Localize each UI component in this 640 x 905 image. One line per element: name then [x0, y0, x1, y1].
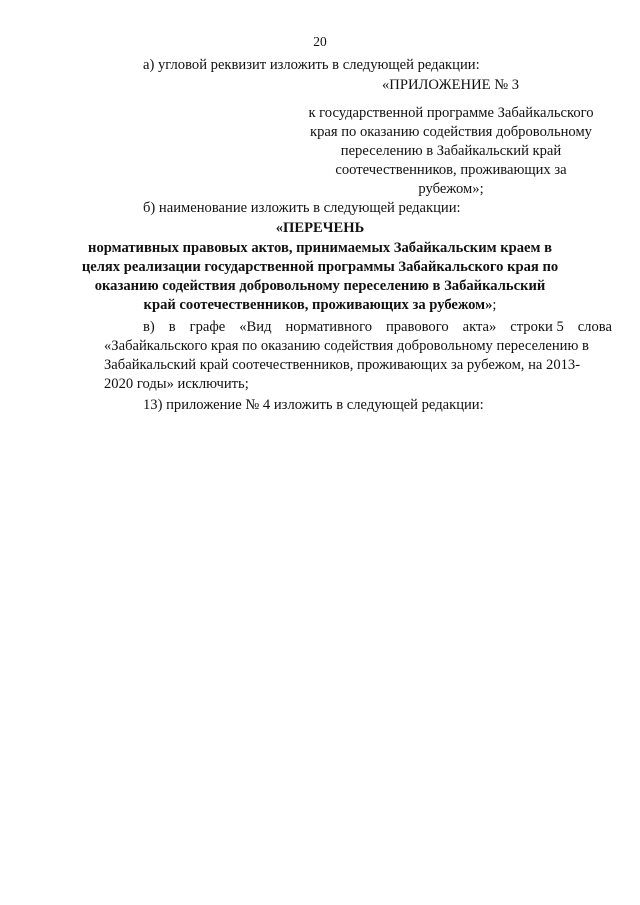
title-end-punctuation: ;: [492, 297, 497, 313]
item-v-word: нормативного: [285, 319, 372, 335]
item-a-text: а) угловой реквизит изложить в следующей редакции:: [143, 57, 480, 73]
item-v-word: слова: [577, 319, 612, 335]
appendix-heading: «ПРИЛОЖЕНИЕ № 3: [382, 77, 520, 93]
title-line: целях реализации государственной программы Забайкальского края по: [81, 259, 559, 275]
appendix-line: рубежом»;: [418, 181, 484, 197]
appendix-line: края по оказанию содействия добровольному: [310, 124, 592, 140]
title-line: край соотечественников, проживающих за рубежом»: [143, 297, 493, 313]
title-line: нормативных правовых актов, принимаемых Забайкальским краем в: [88, 240, 552, 256]
item-v-line-3: Забайкальский край соотечественников, проживающих за рубежом, на 2013-: [104, 357, 581, 373]
item-v-word: строки 5: [510, 319, 564, 335]
page-number: 20: [313, 34, 327, 49]
appendix-line: соотечественников, проживающих за: [335, 162, 567, 178]
item-v-word: «Вид: [239, 319, 272, 335]
item-v-word: акта»: [462, 319, 497, 335]
title-heading: «ПЕРЕЧЕНЬ: [275, 220, 365, 236]
item-v-word: графе: [189, 319, 226, 335]
item-13-text: 13) приложение № 4 изложить в следующей редакции:: [143, 397, 484, 413]
item-v-word: в): [143, 319, 155, 335]
item-v-line-4: 2020 годы» исключить;: [104, 376, 249, 392]
title-line: оказанию содействия добровольному переселению в Забайкальский: [94, 278, 546, 294]
item-v-word: в: [168, 319, 176, 335]
title-last-line: [0, 296, 640, 316]
item-b-text: б) наименование изложить в следующей редакции:: [143, 200, 461, 216]
item-v-line-1: [143, 318, 612, 338]
appendix-line: к государственной программе Забайкальского: [308, 105, 594, 121]
item-v-word: правового: [385, 319, 449, 335]
item-v-line-2: «Забайкальского края по оказанию содействия добровольному переселению в: [104, 338, 589, 354]
appendix-line: переселению в Забайкальский край: [340, 143, 562, 159]
